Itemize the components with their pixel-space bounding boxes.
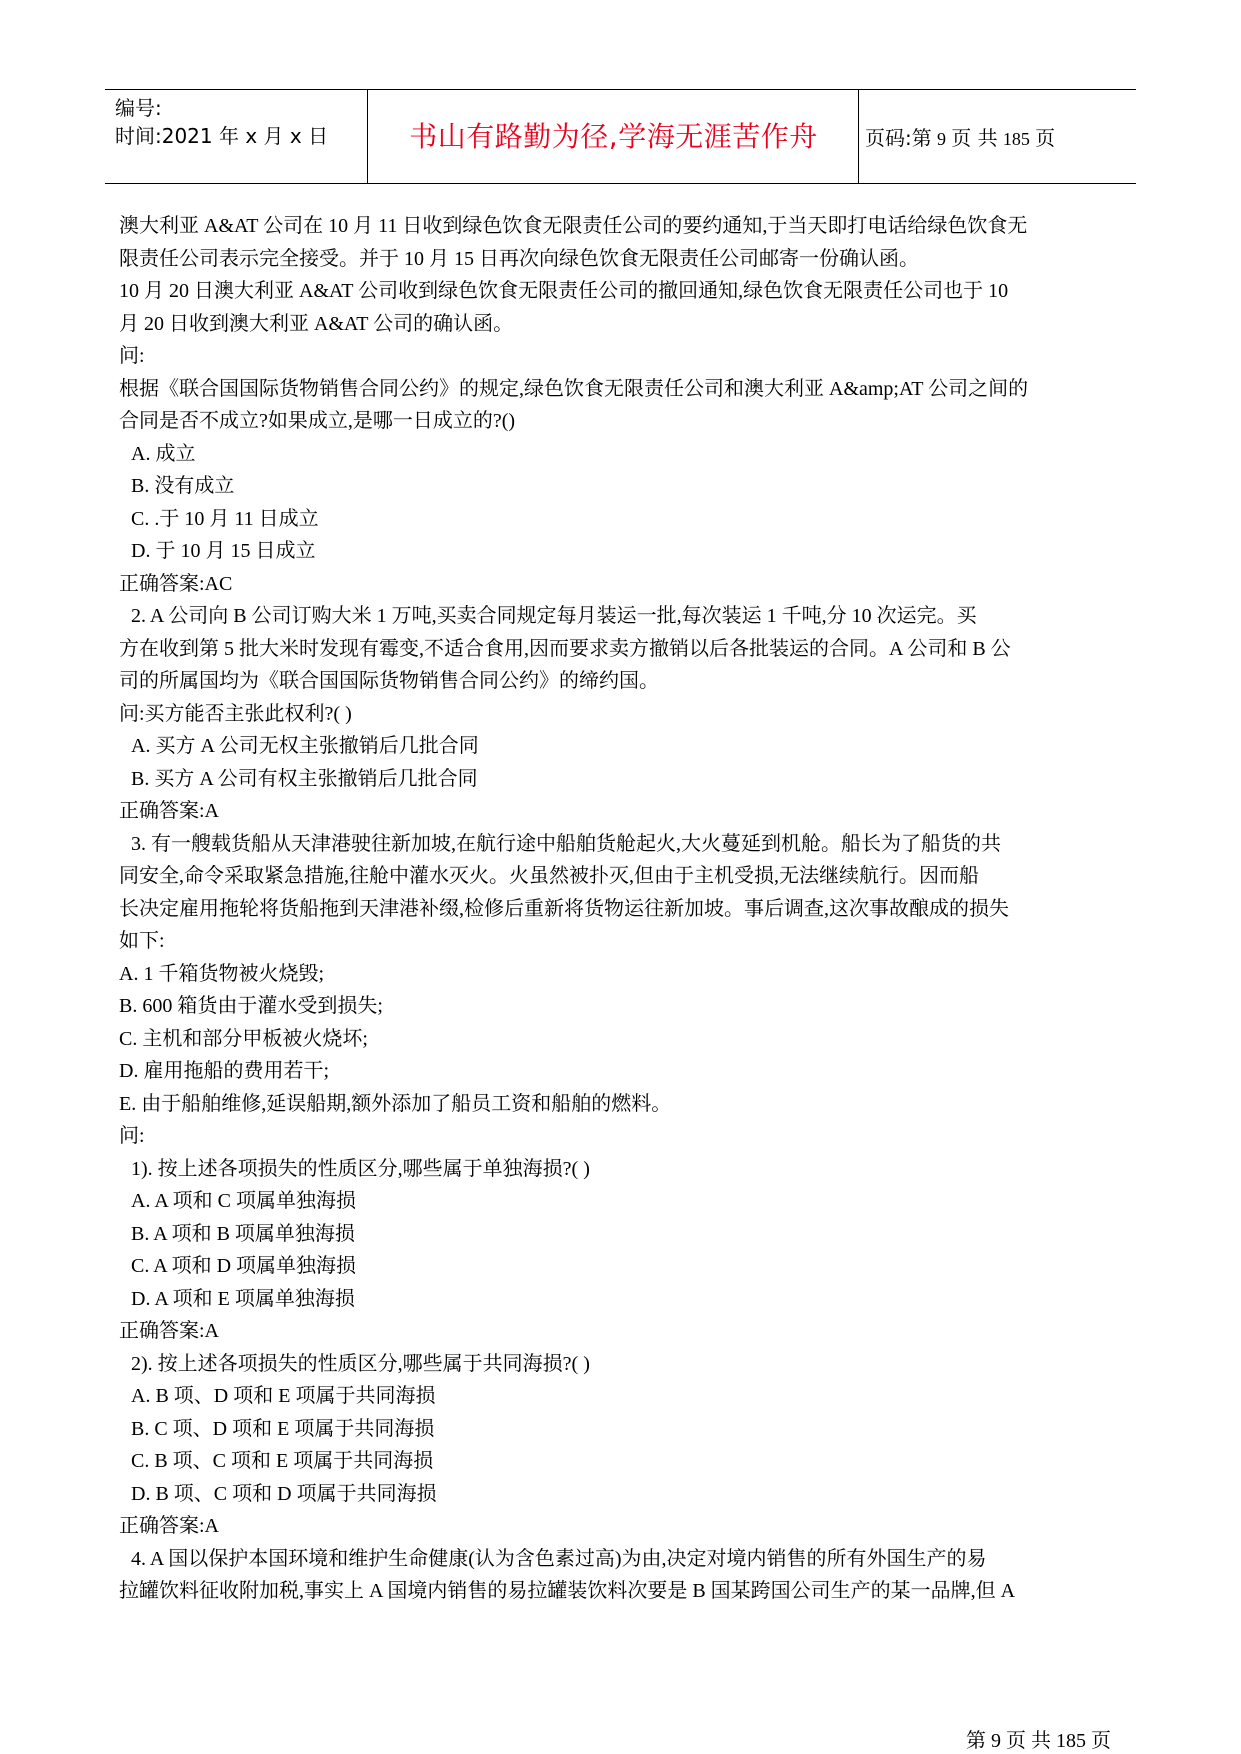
body-line: B. 没有成立 — [131, 475, 235, 497]
header-divider — [367, 90, 368, 183]
header-divider — [858, 90, 859, 183]
body-line: 问: — [119, 1125, 145, 1147]
body-line: B. 600 箱货由于灌水受到损失; — [119, 995, 383, 1017]
body-line: 2). 按上述各项损失的性质区分,哪些属于共同海损?( ) — [131, 1352, 590, 1375]
body-line: D. B 项、C 项和 D 项属于共同海损 — [131, 1482, 437, 1505]
body-line: C. 主机和部分甲板被火烧坏; — [119, 1027, 368, 1050]
body-line: 方在收到第 5 批大米时发现有霉变,不适合食用,因而要求卖方撤销以后各批装运的合同。A 公司和 B 公 — [119, 637, 1011, 660]
body-line: 限责任公司表示完全接受。并于 10 月 15 日再次向绿色饮食无限责任公司邮寄一份确认函。 — [119, 247, 919, 270]
body-line: C. A 项和 D 项属单独海损 — [131, 1255, 357, 1277]
body-line: E. 由于船舶维修,延误船期,额外添加了船员工资和船舶的燃料。 — [119, 1092, 672, 1115]
page-end-label: 页 — [1035, 126, 1056, 150]
body-line: A. 买方 A 公司无权主张撤销后几批合同 — [131, 735, 479, 757]
body-line: A. B 项、D 项和 E 项属于共同海损 — [131, 1385, 436, 1407]
page-footer: 第 9 页 共 185 页 — [966, 1730, 1111, 1752]
body-line: 月 20 日收到澳大利亚 A&AT 公司的确认函。 — [119, 312, 514, 335]
body-line: C. .于 10 月 11 日成立 — [131, 507, 319, 530]
body-line: D. 于 10 月 15 日成立 — [131, 540, 316, 562]
body-line: 正确答案:A — [119, 800, 219, 822]
body-line: 10 月 20 日澳大利亚 A&AT 公司收到绿色饮食无限责任公司的撤回通知,绿色饮食无限责任公司也于 10 — [119, 280, 1009, 302]
body-line: 4. A 国以保护本国环境和维护生命健康(认为含色素过高)为由,决定对境内销售的所有外国生产的易 — [131, 1547, 987, 1570]
body-line: 拉罐饮料征收附加税,事实上 A 国境内销售的易拉罐装饮料次要是 B 国某跨国公司生产的某一品牌,但 A — [119, 1580, 1016, 1602]
body-line: 正确答案:A — [119, 1515, 219, 1537]
body-line: A. 1 千箱货物被火烧毁; — [119, 962, 324, 985]
body-line: B. 买方 A 公司有权主张撤销后几批合同 — [131, 767, 478, 790]
page-number: 9 — [937, 129, 946, 149]
page-mid-label: 页 共 — [951, 126, 998, 150]
body-line: B. C 项、D 项和 E 项属于共同海损 — [131, 1417, 435, 1440]
body-line: 正确答案:AC — [119, 572, 233, 595]
header-motto: 书山有路勤为径,学海无涯苦作舟 — [409, 120, 818, 153]
body-line: 问: — [119, 345, 145, 367]
body-line: 同安全,命令采取紧急措施,往舱中灌水灭火。火虽然被扑灭,但由于主机受损,无法继续航行。因而船 — [119, 865, 979, 887]
body-line: 合同是否不成立?如果成立,是哪一日成立的?() — [119, 410, 516, 432]
body-line: 问:买方能否主张此权利?( ) — [119, 702, 352, 725]
body-line: D. 雇用拖船的费用若干; — [119, 1060, 329, 1082]
body-line: D. A 项和 E 项属单独海损 — [131, 1287, 355, 1310]
body-line: 根据《联合国国际货物销售合同公约》的规定,绿色饮食无限责任公司和澳大利亚 A&amp;AT 公司之间的 — [119, 377, 1029, 400]
header-page-info — [865, 124, 1055, 153]
page-header — [105, 89, 1136, 184]
body-line: A. A 项和 C 项属单独海损 — [131, 1190, 357, 1212]
body-line: 长决定雇用拖轮将货船拖到天津港补缀,检修后重新将货物运往新加坡。事后调查,这次事故酿成的损失 — [119, 897, 1009, 920]
body-line: B. A 项和 B 项属单独海损 — [131, 1222, 355, 1245]
body-line: 1). 按上述各项损失的性质区分,哪些属于单独海损?( ) — [131, 1157, 590, 1180]
body-line: A. 成立 — [131, 442, 196, 465]
body-line: 正确答案:A — [119, 1320, 219, 1342]
body-line: 如下: — [119, 930, 165, 952]
body-line: C. B 项、C 项和 E 项属于共同海损 — [131, 1450, 434, 1472]
page-total: 185 — [1002, 129, 1030, 149]
body-line: 2. A 公司向 B 公司订购大米 1 万吨,买卖合同规定每月装运一批,每次装运 1 千吨,分 10 次运完。买 — [131, 605, 977, 627]
body-line: 3. 有一艘载货船从天津港驶往新加坡,在航行途中船舶货舱起火,大火蔓延到机舱。船长为了船货的共 — [131, 832, 1001, 855]
document-time-label: 时间:2021 年 x 月 x 日 — [115, 124, 329, 148]
body-line: 司的所属国均为《联合国国际货物销售合同公约》的缔约国。 — [119, 670, 659, 692]
body-line: 澳大利亚 A&AT 公司在 10 月 11 日收到绿色饮食无限责任公司的要约通知,于当天即打电话给绿色饮食无 — [119, 215, 1028, 237]
document-number-label: 编号: — [115, 96, 162, 120]
header-meta — [115, 94, 365, 150]
document-body — [119, 210, 1123, 1608]
page-label: 页码:第 — [865, 126, 932, 150]
